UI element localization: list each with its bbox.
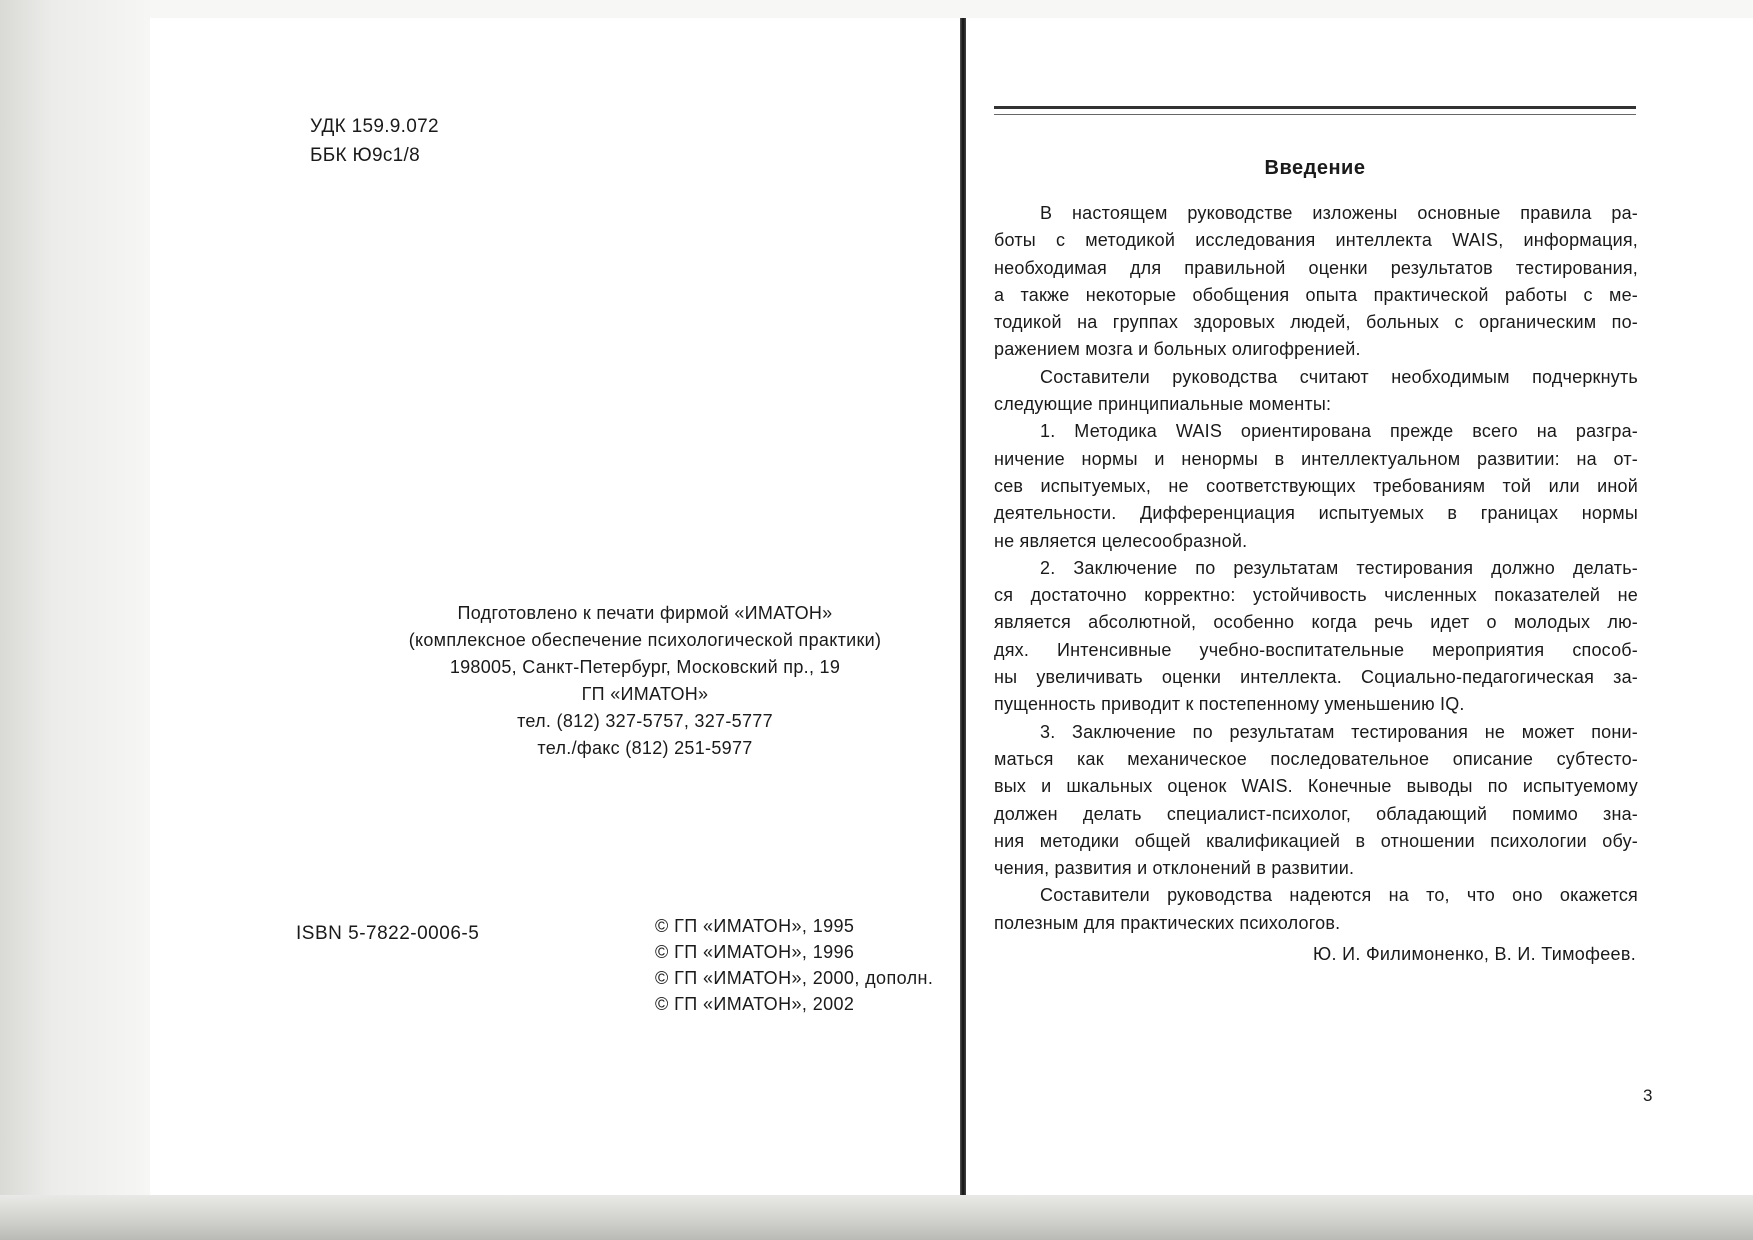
text-line: чения, развития и отклонений в развитии. — [994, 858, 1355, 879]
book-spine — [960, 18, 966, 1203]
text-line: необходимая для правильной оценки результатов тестирования, — [994, 257, 1638, 278]
imprint-line: Подготовлено к печати фирмой «ИМАТОН» — [457, 603, 833, 623]
scan-edge — [0, 0, 150, 1240]
copyright-line: © ГП «ИМАТОН», 2000, дополн. — [655, 968, 934, 988]
udk-code: УДК 159.9.072 — [310, 116, 439, 137]
imprint-line: тел. (812) 327-5757, 327-5777 — [517, 711, 773, 731]
imprint-line: (комплексное обеспечение психологической практики) — [408, 630, 882, 650]
text-line: Составители руководства надеются на то, что оно окажется — [1040, 885, 1638, 906]
text-line: дях. Интенсивные учебно-воспитательные мероприятия способ- — [994, 639, 1638, 660]
text-line: 2. Заключение по результатам тестирования должно делать- — [1040, 557, 1638, 578]
text-line: должен делать специалист-психолог, обладающий помимо зна- — [994, 803, 1638, 824]
text-line: ния методики общей квалификацией в отношении психологии обу- — [994, 830, 1638, 851]
text-line: не является целесообразной. — [994, 530, 1248, 551]
imprint-line: 198005, Санкт-Петербург, Московский пр., 19 — [449, 657, 841, 677]
header-rule — [994, 106, 1636, 115]
isbn: ISBN 5-7822-0006-5 — [296, 923, 480, 944]
text-line: следующие принципиальные моменты: — [994, 394, 1332, 415]
text-line: маться как механическое последовательное описание субтесто- — [994, 748, 1638, 769]
copyright-line: © ГП «ИМАТОН», 1995 — [655, 916, 855, 936]
text-line: вых и шкальных оценок WAIS. Конечные выводы по испытуемому — [994, 776, 1638, 797]
copyright-line: © ГП «ИМАТОН», 2002 — [655, 994, 855, 1014]
text-line: 1. Методика WAIS ориентирована прежде всего на разгра- — [1040, 421, 1638, 442]
text-line: полезным для практических психологов. — [994, 912, 1341, 933]
text-line: пущенность приводит к постепенному уменьшению IQ. — [994, 694, 1465, 715]
classification-codes — [310, 112, 439, 170]
imprint-line: ГП «ИМАТОН» — [581, 684, 709, 704]
text-line: 3. Заключение по результатам тестирования не может пони- — [1040, 721, 1638, 742]
text-line: ражением мозга и больных олигофренией. — [994, 339, 1361, 360]
page-number: 3 — [1643, 1086, 1653, 1105]
publisher-imprint — [345, 600, 945, 762]
text-line: деятельности. Дифференциация испытуемых в границах нормы — [994, 503, 1638, 524]
text-line: боты с методикой исследования интеллекта WAIS, информация, — [994, 230, 1638, 251]
copyright-notices — [655, 913, 933, 1017]
text-line: является абсолютной, особенно когда речь идет о молодых лю- — [994, 612, 1638, 633]
text-line: сев испытуемых, не соответствующих требованиям той или иной — [994, 475, 1638, 496]
text-line: тодикой на группах здоровых людей, больных с органическим по- — [994, 312, 1638, 333]
section-title: Введение — [1264, 157, 1366, 179]
text-line: В настоящем руководстве изложены основные правила ра- — [1040, 203, 1638, 223]
text-line: ся достаточно корректно: устойчивость численных показателей не — [994, 585, 1638, 606]
bbk-code: ББК Ю9с1/8 — [310, 145, 420, 166]
authors-signature: Ю. И. Филимоненко, В. И. Тимофеев. — [1313, 944, 1636, 964]
imprint-line: тел./факс (812) 251-5977 — [537, 738, 753, 758]
copyright-line: © ГП «ИМАТОН», 1996 — [655, 942, 855, 962]
introduction-text — [994, 200, 1638, 937]
text-line: ны увеличивать оценки интеллекта. Социально-педагогическая за- — [994, 667, 1638, 688]
text-line: а также некоторые обобщения опыта практической работы с ме- — [994, 284, 1638, 305]
text-line: ничение нормы и ненормы в интеллектуальном развитии: на от- — [994, 448, 1638, 469]
scan-bottom-shadow — [0, 1195, 1753, 1240]
text-line: Составители руководства считают необходимым подчеркнуть — [1040, 366, 1638, 387]
